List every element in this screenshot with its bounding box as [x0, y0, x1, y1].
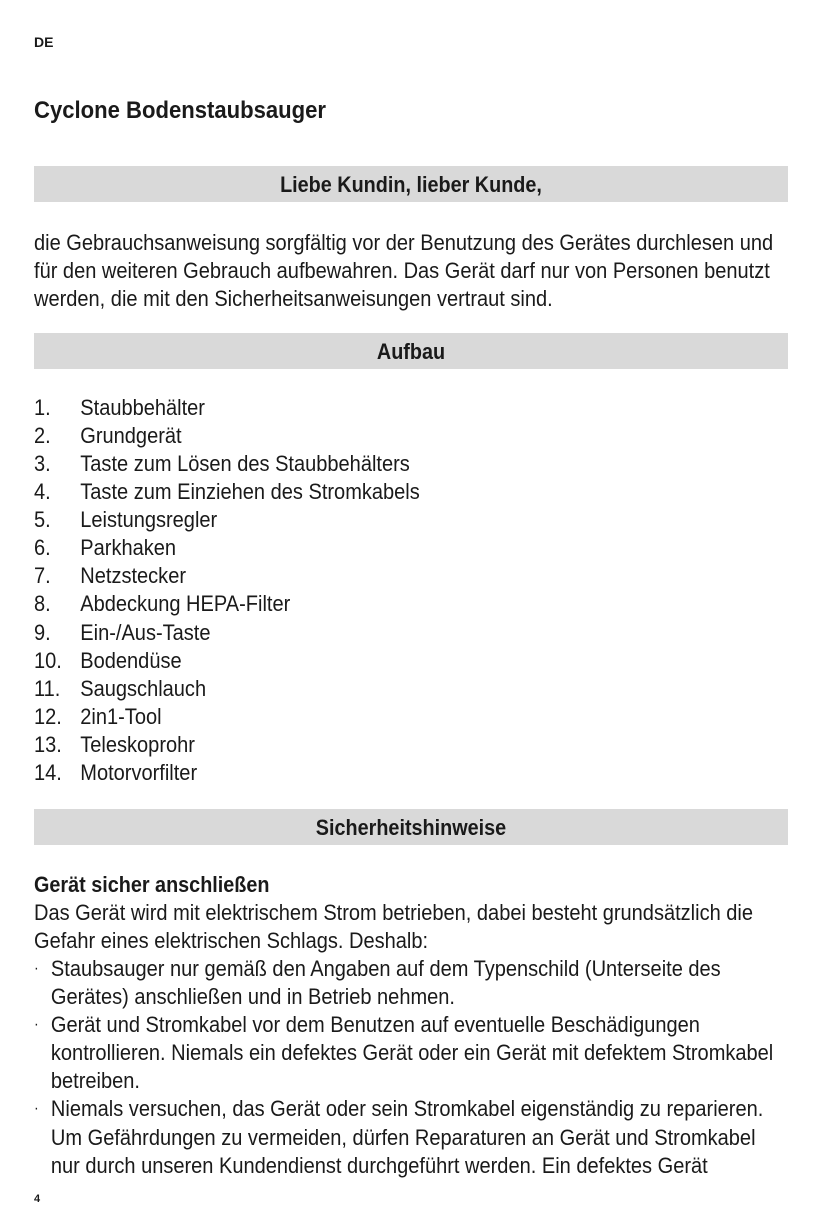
list-item-number: 11.	[34, 675, 61, 701]
bullet-line: Gerätes) anschließen und in Betrieb nehmen.	[50, 984, 455, 1010]
list-item-label: Taste zum Einziehen des Stromkabels	[80, 479, 420, 505]
section-bar-safety	[34, 809, 788, 845]
list-item-label: Bodendüse	[80, 647, 182, 673]
bullet-line: Niemals versuchen, das Gerät oder sein Stromkabel eigenständig zu reparieren.	[50, 1096, 764, 1122]
aufbau-heading: Aufbau	[376, 339, 446, 364]
list-item-number: 12.	[34, 703, 62, 729]
list-item-label: Staubbehälter	[80, 395, 205, 420]
list-item	[34, 647, 420, 675]
list-item	[34, 534, 420, 562]
list-item-number: 13.	[34, 731, 62, 757]
list-item-number: 3.	[34, 451, 51, 477]
safety-intro-line: Das Gerät wird mit elektrischem Strom betrieben, dabei besteht grundsätzlich die	[34, 900, 754, 925]
bullet-line: Staubsauger nur gemäß den Angaben auf dem Typenschild (Unterseite des	[50, 956, 721, 981]
list-item-label: Ein-/Aus-Taste	[80, 619, 211, 645]
list-item	[34, 731, 420, 759]
list-item-label: 2in1-Tool	[80, 703, 162, 729]
list-item	[34, 675, 420, 703]
list-item	[34, 506, 420, 534]
list-item	[34, 562, 420, 590]
list-item-number: 2.	[34, 423, 51, 449]
safety-subheading: Gerät sicher anschließen	[34, 872, 270, 897]
safety-intro-line: Gefahr eines elektrischen Schlags. Deshalb:	[34, 928, 429, 953]
bullet-dot-icon: ·	[34, 960, 39, 977]
list-item	[34, 619, 420, 647]
bullet-line: kontrollieren. Niemals ein defektes Gerät oder ein Gerät mit defektem Stromkabel	[50, 1040, 774, 1066]
list-item	[34, 590, 420, 618]
section-bar-greeting	[34, 166, 788, 202]
greeting-heading: Liebe Kundin, lieber Kunde,	[280, 172, 542, 197]
list-item-number: 6.	[34, 535, 51, 561]
list-item-label: Teleskoprohr	[80, 731, 195, 757]
list-item	[34, 450, 420, 478]
list-item	[34, 759, 420, 787]
list-item-label: Taste zum Lösen des Staubbehälters	[80, 451, 410, 477]
intro-line: für den weiteren Gebrauch aufbewahren. Das Gerät darf nur von Personen benutzt	[34, 258, 770, 283]
bullet-dot-icon: ·	[34, 1016, 39, 1034]
language-code: DE	[34, 34, 54, 50]
safety-heading: Sicherheitshinweise	[315, 815, 507, 840]
safety-intro-paragraph	[34, 899, 782, 955]
list-item-number: 7.	[34, 563, 51, 589]
bullet-line: betreiben.	[50, 1068, 140, 1094]
bullet-item	[34, 955, 773, 1011]
list-item-number: 10.	[34, 647, 62, 673]
intro-line: die Gebrauchsanweisung sorgfältig vor der Benutzung des Gerätes durchlesen und	[34, 230, 774, 255]
list-item-label: Saugschlauch	[80, 675, 207, 701]
bullet-line: Gerät und Stromkabel vor dem Benutzen auf eventuelle Beschädigungen	[50, 1012, 700, 1038]
list-item	[34, 422, 420, 450]
list-item	[34, 703, 420, 731]
list-item	[34, 478, 420, 506]
section-bar-aufbau	[34, 333, 788, 369]
document-title: Cyclone Bodenstaubsauger	[34, 97, 327, 124]
safety-bullet-list	[34, 955, 773, 1180]
list-item-label: Motorvorfilter	[80, 759, 198, 785]
bullet-line: Um Gefährdungen zu vermeiden, dürfen Reparaturen an Gerät und Stromkabel	[50, 1124, 756, 1150]
list-item-number: 4.	[34, 479, 51, 505]
list-item-label: Abdeckung HEPA-Filter	[80, 591, 291, 617]
list-item-number: 5.	[34, 507, 51, 533]
page-number: 4	[34, 1193, 41, 1205]
list-item-number: 9.	[34, 619, 51, 645]
list-item-number: 1.	[34, 395, 51, 420]
list-item-label: Leistungsregler	[80, 507, 218, 533]
list-item	[34, 394, 420, 422]
bullet-item	[34, 1095, 773, 1179]
parts-list	[34, 394, 420, 787]
bullet-item	[34, 1011, 773, 1095]
list-item-number: 14.	[34, 759, 62, 785]
intro-paragraph	[34, 229, 782, 313]
list-item-label: Parkhaken	[80, 535, 177, 561]
intro-line: werden, die mit den Sicherheitsanweisungen vertraut sind.	[34, 286, 553, 311]
bullet-line: nur durch unseren Kundendienst durchgeführt werden. Ein defektes Gerät	[50, 1152, 708, 1178]
list-item-number: 8.	[34, 591, 51, 617]
list-item-label: Netzstecker	[80, 563, 187, 589]
bullet-dot-icon: ·	[34, 1100, 39, 1118]
list-item-label: Grundgerät	[80, 423, 182, 449]
